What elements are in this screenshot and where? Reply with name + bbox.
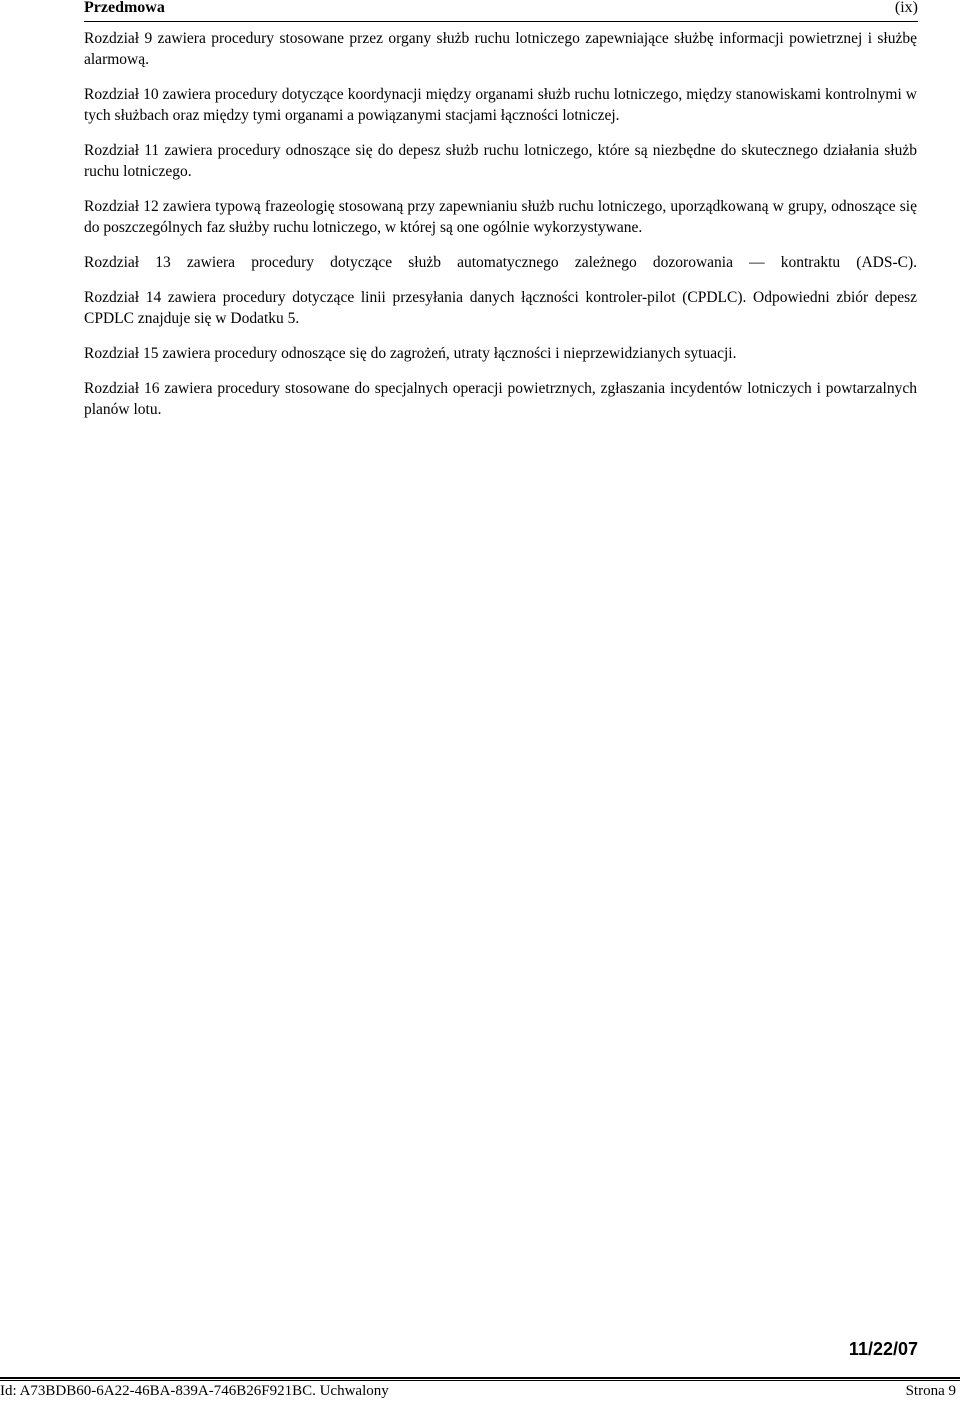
page-header bbox=[84, 0, 918, 22]
section-title: Przedmowa bbox=[84, 0, 165, 16]
date-stamp: 11/22/07 bbox=[848, 1339, 918, 1359]
footer-rule bbox=[0, 1377, 960, 1379]
paragraph-chapter-9: Rozdział 9 zawiera procedury stosowane przez organy służb ruchu lotniczego zapewniające służbę informacji powietrznej i służbę alarmową. bbox=[84, 30, 917, 68]
document-id: Id: A73BDB60-6A22-46BA-839A-746B26F921BC. Uchwalony bbox=[0, 1383, 389, 1399]
paragraph-chapter-10: Rozdział 10 zawiera procedury dotyczące koordynacji między organami służb ruchu lotniczego, między stanowiskami kontrolnymi w tych służbach oraz między tymi organami a powiązanymi stacjami łączności lotniczej. bbox=[84, 86, 917, 124]
paragraph-chapter-13: Rozdział 13 zawiera procedury dotyczące służb automatycznego zależnego dozorowania — kontraktu (ADS-C). bbox=[84, 254, 917, 271]
page-footer bbox=[0, 1382, 956, 1400]
page-number: Strona 9 bbox=[905, 1383, 956, 1399]
paragraph-chapter-11: Rozdział 11 zawiera procedury odnoszące się do depesz służb ruchu lotniczego, które są niezbędne do skutecznego działania służb ruchu lotniczego. bbox=[84, 142, 917, 180]
paragraph-chapter-14: Rozdział 14 zawiera procedury dotyczące linii przesyłania danych łączności kontroler-pilot (CPDLC). Odpowiedni zbiór depesz CPDLC znajduje się w Dodatku 5. bbox=[84, 289, 917, 327]
paragraph-chapter-12: Rozdział 12 zawiera typową frazeologię stosowaną przy zapewnianiu służb ruchu lotniczego, uporządkowaną w grupy, odnoszące się do poszczególnych faz służby ruchu lotniczego, w której są one ogólnie wykorzystywane. bbox=[84, 198, 917, 236]
paragraph-chapter-15: Rozdział 15 zawiera procedury odnoszące się do zagrożeń, utraty łączności i nieprzewidzianych sytuacji. bbox=[84, 345, 737, 362]
footer-rule-thin bbox=[0, 1380, 960, 1381]
page-roman-number: (ix) bbox=[894, 0, 918, 16]
paragraph-chapter-16: Rozdział 16 zawiera procedury stosowane do specjalnych operacji powietrznych, zgłaszania incydentów lotniczych i powtarzalnych planów lotu. bbox=[84, 380, 917, 418]
body-content bbox=[84, 28, 917, 434]
